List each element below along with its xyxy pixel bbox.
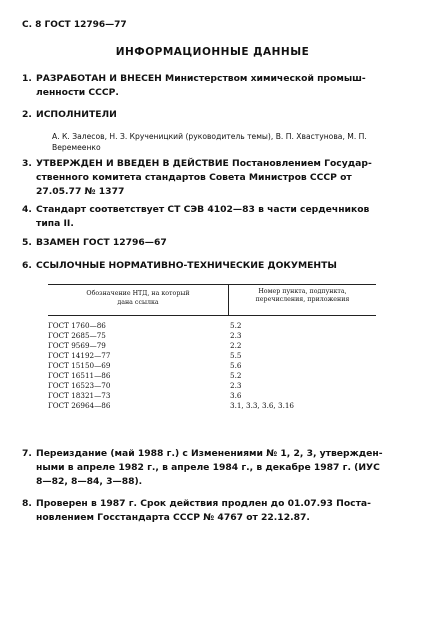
section-7 <box>22 447 404 489</box>
section-3-text: Постановлением Государ- <box>228 158 372 169</box>
table-row <box>48 331 376 341</box>
table-cell-doc: ГОСТ 16511—86 <box>48 371 111 380</box>
table-cell-doc: ГОСТ 15150—69 <box>48 361 111 370</box>
section-8 <box>22 497 404 525</box>
table-body <box>48 316 376 411</box>
table-cell-ref: 5.2 <box>230 371 242 380</box>
table-cell-ref: 3.1, 3.3, 3.6, 3.16 <box>230 401 295 410</box>
authors-line-2: Веремеенко <box>52 143 101 152</box>
section-7-text-cont-1: ными в апреле 1982 г., в апреле 1984 г., в декабре 1987 г. (ИУС <box>36 462 380 473</box>
section-7-text-cont-2: 8—82, 8—84, 3—88). <box>36 476 143 487</box>
table-cell-ref: 3.6 <box>230 391 242 400</box>
table-cell-doc: ГОСТ 14192—77 <box>48 351 111 360</box>
table-header-ref <box>229 285 376 315</box>
table-row <box>48 401 376 411</box>
table-row <box>48 371 376 381</box>
section-6 <box>22 259 404 273</box>
table-row <box>48 381 376 391</box>
section-3-text-cont-2: 27.05.77 № 1377 <box>36 186 125 197</box>
table-cell-doc: ГОСТ 1760—86 <box>48 321 106 330</box>
section-6-heading: ССЫЛОЧНЫЕ НОРМАТИВНО-ТЕХНИЧЕСКИЕ ДОКУМЕНТЫ <box>36 260 337 271</box>
section-2-number: 2. <box>22 109 32 120</box>
table-cell-doc: ГОСТ 16523—70 <box>48 381 111 390</box>
section-5-number: 5. <box>22 237 32 248</box>
table-cell-doc: ГОСТ 9569—79 <box>48 341 106 350</box>
section-5-heading: ВЗАМЕН ГОСТ 12796—67 <box>36 237 167 248</box>
section-4 <box>22 203 404 231</box>
section-3-heading: УТВЕРЖДЕН И ВВЕДЕН В ДЕЙСТВИЕ <box>36 158 229 169</box>
section-6-number: 6. <box>22 260 32 271</box>
table-header-ref-line-1: Номер пункта, подпункта, <box>258 288 347 295</box>
table-header-doc-line-1: Обозначение НТД, на который <box>86 290 190 297</box>
reference-table <box>48 284 376 411</box>
section-1 <box>22 72 404 100</box>
table-header-doc <box>48 285 229 315</box>
section-3 <box>22 157 404 199</box>
table-cell-doc: ГОСТ 18321—73 <box>48 391 111 400</box>
section-4-text: Стандарт соответствует СТ СЭВ 4102—83 в части сердечников <box>36 204 370 215</box>
page-header: С. 8 ГОСТ 12796—77 <box>22 20 127 30</box>
table-row <box>48 341 376 351</box>
table-cell-ref: 5.2 <box>230 321 242 330</box>
section-8-text: Проверен в 1987 г. Срок действия продлен до 01.07.93 Поста- <box>36 498 371 509</box>
table-row <box>48 321 376 331</box>
table-header-ref-line-2: перечисления, приложения <box>255 296 350 303</box>
section-3-text-cont-1: ственного комитета стандартов Совета Министров СССР от <box>36 172 352 183</box>
section-8-number: 8. <box>22 498 32 509</box>
section-7-number: 7. <box>22 448 32 459</box>
section-4-text-cont: типа II. <box>36 218 74 229</box>
table-row <box>48 351 376 361</box>
table-cell-ref: 2.3 <box>230 331 242 340</box>
section-3-number: 3. <box>22 158 32 169</box>
table-cell-ref: 5.6 <box>230 361 242 370</box>
section-1-heading: РАЗРАБОТАН И ВНЕСЕН <box>36 73 162 84</box>
section-1-text: Министерством химической промыш- <box>161 73 366 84</box>
table-header <box>48 284 376 316</box>
section-7-text: Переиздание (май 1988 г.) с Изменениями № 1, 2, 3, утвержден- <box>36 448 383 459</box>
table-header-doc-line-2: дана ссылка <box>117 299 159 306</box>
table-cell-doc: ГОСТ 26964—86 <box>48 401 111 410</box>
table-row <box>48 361 376 371</box>
authors-line-1: А. К. Залесов, Н. З. Крученицкий (руководитель темы), В. П. Хвастунова, М. П. <box>52 132 367 141</box>
table-row <box>48 391 376 401</box>
section-2-heading: ИСПОЛНИТЕЛИ <box>36 109 117 120</box>
page-title: ИНФОРМАЦИОННЫЕ ДАННЫЕ <box>115 46 310 58</box>
section-1-number: 1. <box>22 73 32 84</box>
table-cell-ref: 5.5 <box>230 351 242 360</box>
section-4-number: 4. <box>22 204 32 215</box>
table-cell-ref: 2.3 <box>230 381 242 390</box>
section-2 <box>22 108 404 122</box>
section-5 <box>22 236 404 250</box>
table-cell-ref: 2.2 <box>230 341 242 350</box>
authors-list <box>52 131 412 153</box>
section-8-text-cont: новлением Госстандарта СССР № 4767 от 22.12.87. <box>36 512 310 523</box>
table-cell-doc: ГОСТ 2685—75 <box>48 331 106 340</box>
section-1-text-cont: ленности СССР. <box>36 87 119 98</box>
